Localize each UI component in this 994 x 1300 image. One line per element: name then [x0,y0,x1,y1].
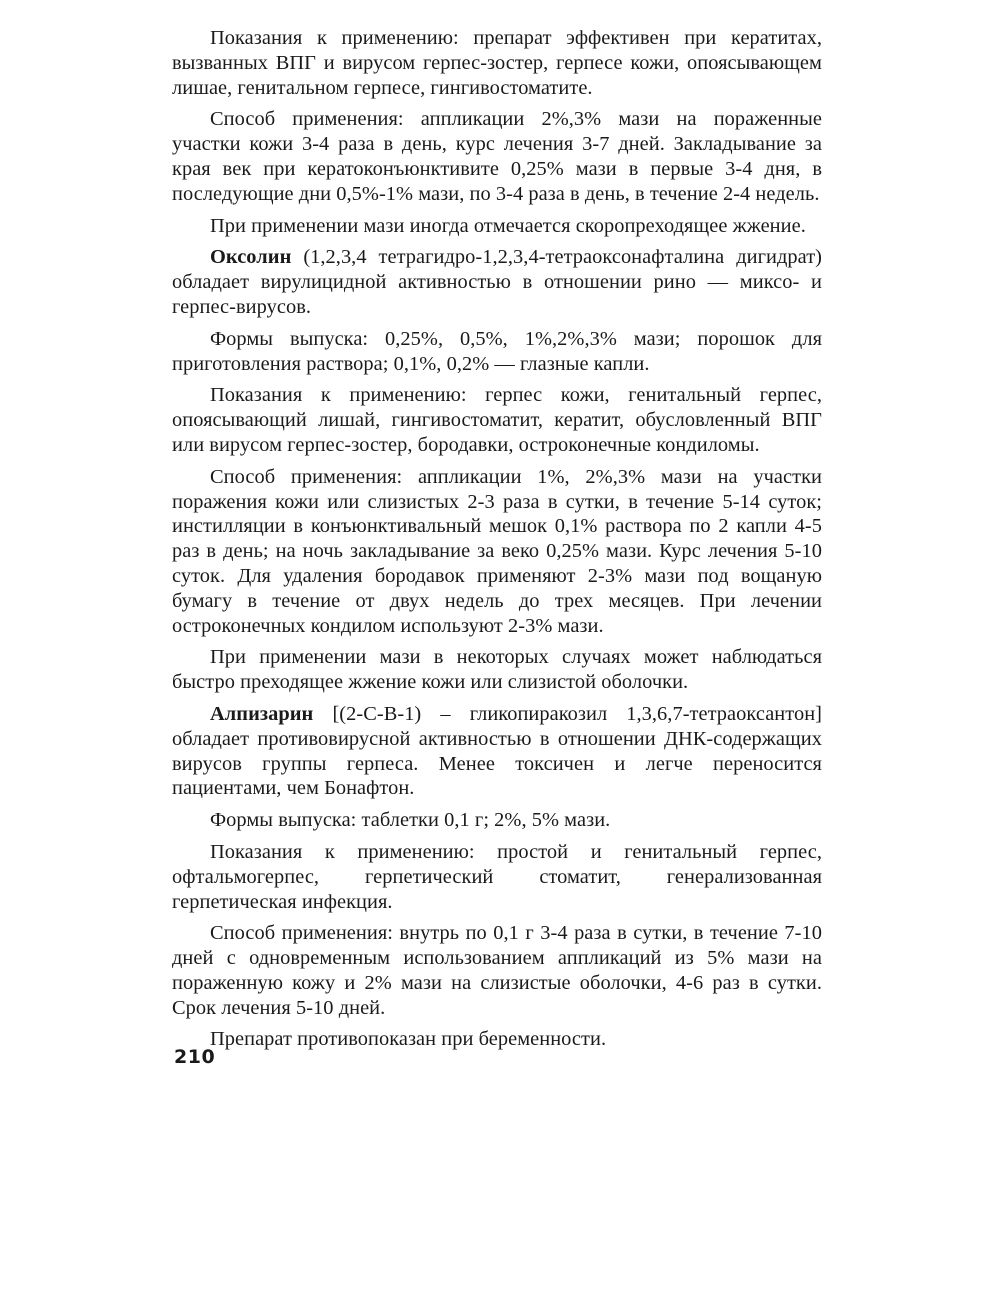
paragraph-usage-alpizarin [172,921,822,1020]
paragraph-indications-1 [172,26,822,100]
paragraph-usage-1 [172,107,822,206]
paragraph-usage-oxolin [172,465,822,639]
paragraph-text: Формы выпуска: таблетки 0,1 г; 2%, 5% мази. [210,809,611,832]
paragraph-text: Способ применения: аппликации 1%, 2%,3% мази на участки поражения кожи или слизистых 2-3 раза в сутки, в течение 5-14 суток; инстилляции в конъюнктивальный мешок 0,1% раствора по 2 капли 4-5 раз в день; на ночь закладывание за веко 0,25% мази. Курс лечения 5-10 суток. Для удаления бородавок применяют 2-3% мази под вощаную бумагу в течение от двух недель до трех месяцев. При лечении остроконечных кондилом используют 2-3% мази. [172,465,822,637]
paragraph-text: При применении мази иногда отмечается скоропреходящее жжение. [210,214,806,237]
paragraph-text: Способ применения: внутрь по 0,1 г 3-4 раза в сутки, в течение 7-10 дней с одновременным использованием аппликаций из 5% мази на пораженную кожу и 2% мази на слизистые оболочки, 4-6 раз в сутки. Срок лечения 5-10 дней. [172,922,822,1019]
paragraph-text: Показания к применению: препарат эффективен при кератитах, вызванных ВПГ и вирусом герпес-зостер, герпесе кожи, опоясывающем лишае, генитальном герпесе, гингивостоматите. [172,27,822,99]
paragraph-side-effects-oxolin [172,645,822,695]
page-number: 210 [174,1046,216,1068]
drug-name-oxolin: Оксолин [210,246,292,269]
paragraph-text: Формы выпуска: 0,25%, 0,5%, 1%,2%,3% мази; порошок для приготовления раствора; 0,1%, 0,2% — глазные капли. [172,327,822,375]
paragraph-alpizarin-intro [172,702,822,801]
paragraph-text: При применении мази в некоторых случаях может наблюдаться быстро преходящее жжение кожи или слизистой оболочки. [172,646,822,694]
paragraph-indications-oxolin [172,383,822,457]
paragraph-text: (1,2,3,4 тетрагидро-1,2,3,4-тетраоксонафталина дигидрат) обладает вирулицидной активностью в отношении рино — миксо- и герпес-вирусов. [172,246,822,318]
paragraph-text: Препарат противопоказан при беременности. [210,1028,607,1051]
paragraph-text: Показания к применению: герпес кожи, генитальный герпес, опоясывающий лишай, гингивостоматит, кератит, обусловленный ВПГ или вирусом герпес-зостер, бородавки, остроконечные кондиломы. [172,384,822,456]
paragraph-contraindications-alpizarin [172,1027,822,1052]
paragraph-text: Способ применения: аппликации 2%,3% мази на пораженные участки кожи 3-4 раза в день, курс лечения 3-7 дней. Закладывание за края век при кератоконъюнктивите 0,25% мази в первые 3-4 дня, в последующие дни 0,5%-1% мази, по 3-4 раза в день, в течение 2-4 недель. [172,108,822,205]
paragraph-forms-alpizarin [172,808,822,833]
drug-name-alpizarin: Алпизарин [210,702,314,725]
paragraph-oxolin-intro [172,245,822,319]
paragraph-side-effects-1 [172,214,822,239]
paragraph-indications-alpizarin [172,840,822,914]
paragraph-text: Показания к применению: простой и генитальный герпес, офтальмогерпес, герпетический стоматит, генерализованная герпетическая инфекция. [172,840,822,913]
page-body [172,26,822,1059]
paragraph-text: [(2-С-В-1) – гликопиракозил 1,3,6,7-тетраоксантон] обладает противовирусной активностью в отношении ДНК-содержащих вирусов группы герпеса. Менее токсичен и легче переносится пациентами, чем Бонафтон. [172,702,822,800]
paragraph-forms-oxolin [172,327,822,377]
